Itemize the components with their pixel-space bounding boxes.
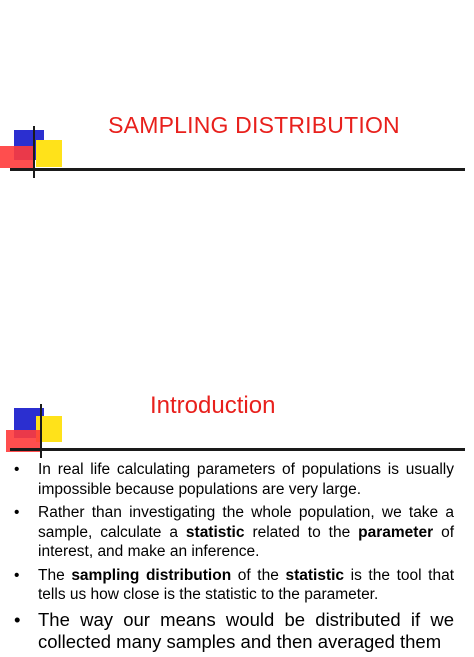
bullet-text: In real life calculating parameters of populations is usually impossible because populations are very large. [38, 461, 454, 498]
bullet-symbol: • [14, 608, 21, 630]
decor-horizontal-line [10, 168, 465, 171]
bullet-item [10, 609, 454, 653]
bold-term-statistic: statistic [185, 523, 245, 541]
bold-term-statistic: statistic [285, 566, 345, 584]
decor-red-square [0, 146, 34, 168]
bullet-text-part: of interest, and make an inference. [38, 523, 454, 560]
bullet-text-part: of the [231, 566, 286, 584]
bullet-item [10, 503, 454, 562]
introduction-slide [0, 316, 474, 652]
bold-term-parameter: parameter [358, 523, 434, 541]
decor-horizontal-line [10, 448, 465, 451]
title-slide [0, 0, 474, 316]
bullet-item [10, 566, 454, 605]
bullet-item [10, 460, 454, 499]
bullet-text: The way our means would be distributed if we collected many samples and then averaged them [38, 608, 454, 652]
bullet-symbol: • [14, 566, 20, 584]
bullet-symbol: • [14, 504, 20, 521]
bullet-symbol: • [14, 461, 20, 478]
bullet-text-part: is the tool that tells us how close is the statistic to the parameter. [38, 566, 455, 603]
bullet-list [10, 460, 454, 657]
bullet-text-part: related to the [244, 523, 359, 541]
bold-term-sampling-distribution: sampling distribution [71, 566, 232, 584]
decor-yellow-square [36, 140, 62, 167]
slide-title: Introduction [150, 392, 276, 419]
bullet-text-part: Rather than investigating the whole population, we take a sample, calculate a [38, 504, 454, 541]
slide-title: SAMPLING DISTRIBUTION [108, 112, 400, 138]
bullet-text-part: The [38, 566, 72, 584]
